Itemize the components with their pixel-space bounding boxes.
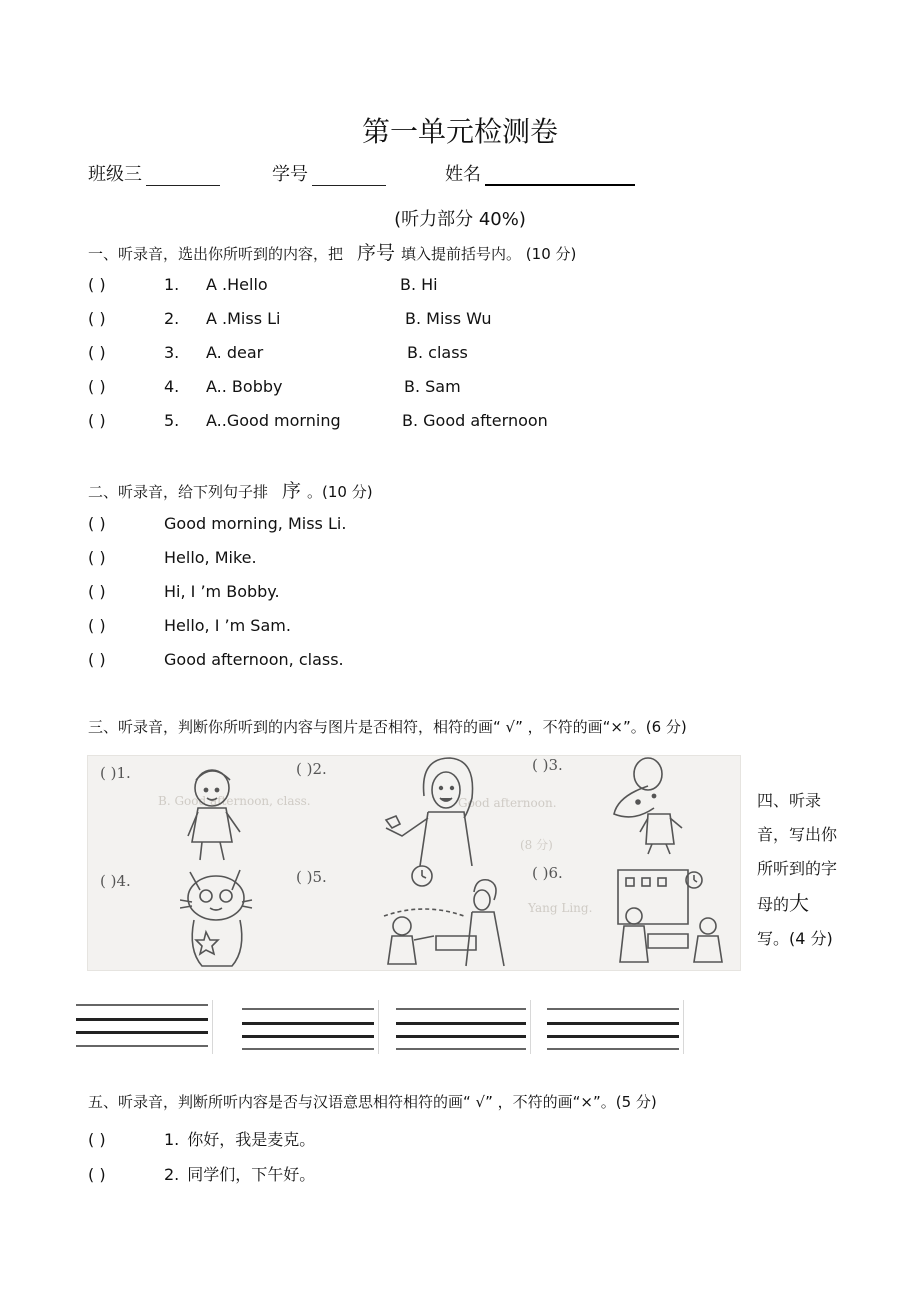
writing-line <box>396 1022 526 1025</box>
option-a: A.. Bobby <box>206 377 283 396</box>
writing-line <box>242 1008 374 1010</box>
ordering-row <box>88 616 291 635</box>
writing-line <box>76 1031 208 1034</box>
writing-line <box>242 1035 374 1038</box>
writing-line <box>396 1048 526 1050</box>
sentence-text: Hello, Mike. <box>164 548 257 567</box>
writing-line <box>547 1022 679 1025</box>
picture-cell-3-label: ( )3. <box>532 756 563 774</box>
answer-parentheses[interactable]: ( ) <box>88 1165 106 1184</box>
section3-heading: 三、听录音，判断你所听到的内容与图片是否相符，相符的画“ √” ，不符的画“×”。(6 分) <box>88 718 687 736</box>
answer-parentheses[interactable]: ( ) <box>88 514 106 533</box>
section2-heading: 二、听录音，给下列句子排 序 。(10 分) <box>88 480 373 502</box>
question-number: 4. <box>164 377 180 396</box>
writing-line <box>396 1035 526 1038</box>
sentence-text: Good morning, Miss Li. <box>164 514 347 533</box>
picture-cell-1-label: ( )1. <box>100 764 131 782</box>
faint-print-1: B. Good afternoon, class. <box>158 794 311 808</box>
name-field <box>445 160 635 186</box>
sentence-text: Good afternoon, class. <box>164 650 344 669</box>
number-label: 学号 <box>272 164 308 185</box>
answer-parentheses[interactable]: ( ) <box>88 275 106 294</box>
classroom-scene-5-illustration <box>378 856 518 968</box>
question-number: 1. <box>164 275 180 294</box>
school-scene-6-illustration <box>608 860 738 968</box>
writing-line <box>396 1008 526 1010</box>
writing-line <box>242 1048 374 1050</box>
mouse-illustration <box>608 756 708 856</box>
answer-parentheses[interactable]: ( ) <box>88 650 106 669</box>
faint-print-3: (8 分) <box>520 838 553 852</box>
question-number: 2. <box>164 309 180 328</box>
ordering-row <box>88 582 280 601</box>
picture-cell-2-label: ( )2. <box>296 760 327 778</box>
section4-instruction: 四、听录音，写出你所听到的字母的大写。(4 分) <box>757 791 838 948</box>
option-a: A .Miss Li <box>206 309 281 328</box>
section5-heading: 五、听录音，判断所听内容是否与汉语意思相符相符的画“ √” ，不符的画“×”。(5 分) <box>88 1093 657 1111</box>
writing-line <box>76 1018 208 1021</box>
answer-parentheses[interactable]: ( ) <box>88 616 106 635</box>
option-b: B. class <box>407 343 468 362</box>
option-b: B. Miss Wu <box>405 309 492 328</box>
choice-row <box>88 309 688 328</box>
number-field <box>272 160 386 186</box>
writing-lines-2[interactable] <box>238 1000 379 1054</box>
writing-line <box>76 1004 208 1006</box>
writing-lines-3[interactable] <box>392 1000 531 1054</box>
writing-line <box>547 1048 679 1050</box>
option-b: B. Good afternoon <box>402 411 548 430</box>
page-title: 第一单元检测卷 <box>361 115 558 148</box>
teacher-illustration <box>378 756 508 866</box>
option-a: A. dear <box>206 343 264 362</box>
picture-cell-5-label: ( )5. <box>296 868 327 886</box>
name-blank[interactable] <box>485 166 635 186</box>
choice-row <box>88 343 688 362</box>
faint-print-4: Yang Ling. <box>528 901 593 915</box>
ordering-row <box>88 514 346 533</box>
class-blank[interactable] <box>146 167 220 186</box>
choice-row <box>88 275 688 294</box>
writing-line <box>547 1035 679 1038</box>
listening-subtitle: (听力部分 40%) <box>394 209 526 230</box>
option-a: A..Good morning <box>206 411 341 430</box>
answer-parentheses[interactable]: ( ) <box>88 309 106 328</box>
answer-parentheses[interactable]: ( ) <box>88 377 106 396</box>
writing-lines-1[interactable] <box>72 1000 213 1054</box>
judge-row <box>88 1127 315 1150</box>
answer-parentheses[interactable]: ( ) <box>88 343 106 362</box>
answer-parentheses[interactable]: ( ) <box>88 582 106 601</box>
section1-heading: 一、听录音，选出你所听到的内容，把 序号 填入提前括号内。 (10 分) <box>88 242 577 264</box>
writing-line <box>76 1045 208 1047</box>
cat-illustration <box>180 866 260 970</box>
option-a: A .Hello <box>206 275 268 294</box>
ordering-row <box>88 650 344 669</box>
chinese-sentence: 同学们，下午好。 <box>187 1165 316 1184</box>
answer-parentheses[interactable]: ( ) <box>88 1130 106 1149</box>
choice-row <box>88 411 688 430</box>
writing-line <box>242 1022 374 1025</box>
class-field <box>88 160 220 186</box>
option-b: B. Sam <box>404 377 461 396</box>
question-number: 2. <box>164 1165 180 1184</box>
faint-print-2: Good afternoon. <box>458 796 557 810</box>
option-b: B. Hi <box>400 275 438 294</box>
picture-cell-4-label: ( )4. <box>100 872 131 890</box>
class-label: 班级三 <box>88 164 142 185</box>
name-label: 姓名 <box>445 164 481 185</box>
question-number: 3. <box>164 343 180 362</box>
picture-cell-6-label: ( )6. <box>532 864 563 882</box>
choice-row <box>88 377 688 396</box>
writing-line <box>547 1008 679 1010</box>
judge-row <box>88 1162 315 1185</box>
chinese-sentence: 你好，我是麦克。 <box>187 1130 316 1149</box>
section3-picture-panel <box>87 755 741 971</box>
sentence-text: Hi, I ’m Bobby. <box>164 582 280 601</box>
boy-illustration <box>180 766 250 866</box>
number-blank[interactable] <box>312 167 386 186</box>
writing-lines-4[interactable] <box>543 1000 684 1054</box>
answer-parentheses[interactable]: ( ) <box>88 411 106 430</box>
answer-parentheses[interactable]: ( ) <box>88 548 106 567</box>
sentence-text: Hello, I ’m Sam. <box>164 616 291 635</box>
ordering-row <box>88 548 257 567</box>
question-number: 5. <box>164 411 180 430</box>
question-number: 1. <box>164 1130 180 1149</box>
